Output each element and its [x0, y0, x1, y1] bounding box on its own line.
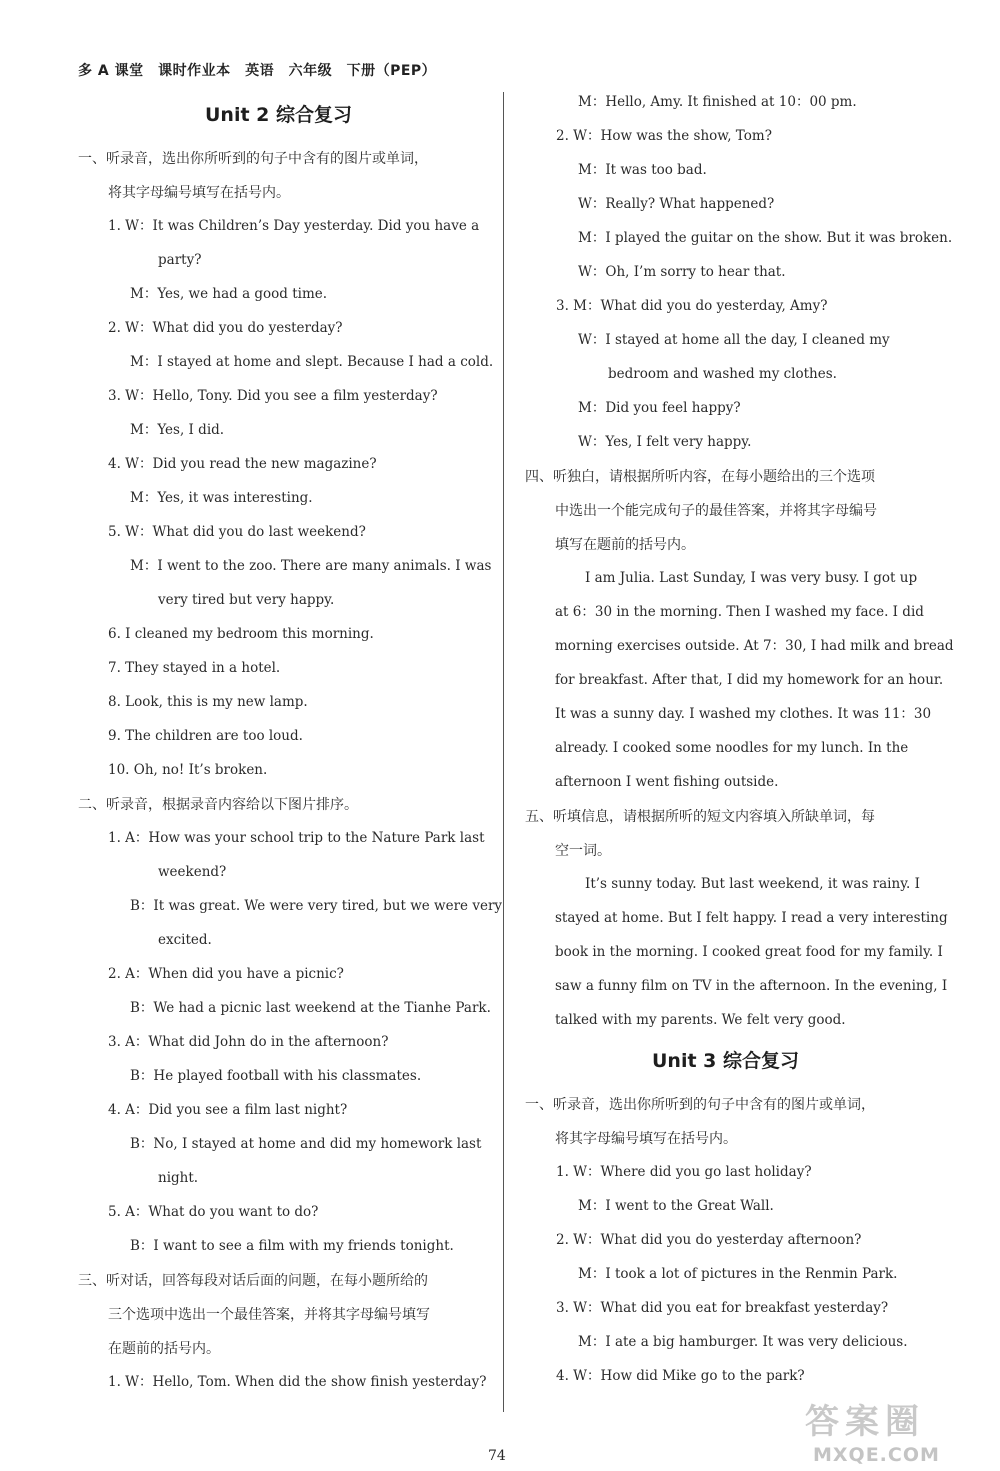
text-line: It was a sunny day. I washed my clothes. It was 11：30: [555, 706, 932, 722]
text-line: 7. They stayed in a hotel.: [108, 660, 281, 676]
text-line: M：Yes, I did.: [130, 422, 225, 438]
text-line: M：I played the guitar on the show. But it was broken.: [578, 230, 953, 246]
exercise-instruction: 五、听填信息，请根据所听的短文内容填入所缺单词，每: [525, 809, 875, 825]
page-number: 74: [488, 1448, 506, 1464]
text-line: It’s sunny today. But last weekend, it was rainy. I: [585, 876, 920, 892]
watermark-url: MXQE.COM: [813, 1444, 940, 1466]
text-line: 3. A：What did John do in the afternoon?: [108, 1034, 389, 1050]
watermark-top: 答案圈: [805, 1402, 925, 1442]
exercise-instruction: 将其字母编号填写在括号内。: [555, 1131, 737, 1147]
exercise-instruction: 三个选项中选出一个最佳答案，并将其字母编号填写: [108, 1307, 430, 1323]
text-line: B：I want to see a film with my friends tonight.: [130, 1238, 454, 1254]
exercise-instruction: 二、听录音，根据录音内容给以下图片排序。: [78, 797, 358, 813]
exercise-instruction: 三、听对话，回答每段对话后面的问题，在每小题所给的: [78, 1273, 428, 1289]
text-line: 4. W：How did Mike go to the park?: [556, 1368, 805, 1384]
text-line: 4. A：Did you see a film last night?: [108, 1102, 348, 1118]
text-line: 4. W：Did you read the new magazine?: [108, 456, 377, 472]
text-line: M：Yes, it was interesting.: [130, 490, 313, 506]
text-line: 2. W：What did you do yesterday?: [108, 320, 343, 336]
text-line: M：Yes, we had a good time.: [130, 286, 328, 302]
exercise-instruction: 中选出一个能完成句子的最佳答案，并将其字母编号: [555, 503, 877, 519]
text-line: afternoon I went fishing outside.: [555, 774, 779, 790]
text-line: 2. W：How was the show, Tom?: [556, 128, 772, 144]
text-line: 1. W：It was Children’s Day yesterday. Did you have a: [108, 218, 480, 234]
exercise-instruction: 四、听独白，请根据所听内容，在每小题给出的三个选项: [525, 469, 875, 485]
text-line: W：Really? What happened?: [578, 196, 775, 212]
text-line: stayed at home. But I felt happy. I read a very interesting: [555, 910, 948, 926]
exercise-instruction: 一、听录音，选出你所听到的句子中含有的图片或单词，: [525, 1097, 875, 1113]
text-line: talked with my parents. We felt very good.: [555, 1012, 846, 1028]
text-line: 8. Look, this is my new lamp.: [108, 694, 308, 710]
text-line: M：I stayed at home and slept. Because I had a cold.: [130, 354, 494, 370]
text-line: already. I cooked some noodles for my lunch. In the: [555, 740, 909, 756]
text-line: bedroom and washed my clothes.: [608, 366, 837, 382]
text-line: 1. W：Hello, Tom. When did the show finish yesterday?: [108, 1374, 487, 1390]
exercise-instruction: 空一词。: [555, 843, 611, 859]
text-line: very tired but very happy.: [158, 592, 335, 608]
text-line: for breakfast. After that, I did my homework for an hour.: [555, 672, 944, 688]
text-line: M：Hello, Amy. It finished at 10：00 pm.: [578, 94, 857, 110]
text-line: W：Oh, I’m sorry to hear that.: [578, 264, 786, 280]
text-line: 1. A：How was your school trip to the Nature Park last: [108, 830, 485, 846]
text-line: W：I stayed at home all the day, I cleaned my: [578, 332, 890, 348]
exercise-instruction: 将其字母编号填写在括号内。: [108, 185, 290, 201]
exercise-instruction: 在题前的括号内。: [108, 1341, 220, 1357]
text-line: M：I went to the zoo. There are many animals. I was: [130, 558, 492, 574]
text-line: B：It was great. We were very tired, but we were very: [130, 898, 503, 914]
text-line: 2. W：What did you do yesterday afternoon?: [556, 1232, 862, 1248]
column-divider: [503, 92, 504, 1412]
watermark-logo: [805, 1402, 995, 1468]
text-line: night.: [158, 1170, 199, 1186]
text-line: B：No, I stayed at home and did my homework last: [130, 1136, 482, 1152]
text-line: B：He played football with his classmates.: [130, 1068, 422, 1084]
text-line: 6. I cleaned my bedroom this morning.: [108, 626, 374, 642]
section-title: Unit 2 综合复习: [205, 104, 352, 126]
text-line: M：Did you feel happy?: [578, 400, 741, 416]
text-line: excited.: [158, 932, 212, 948]
text-line: M：I went to the Great Wall.: [578, 1198, 774, 1214]
text-line: B：We had a picnic last weekend at the Tianhe Park.: [130, 1000, 491, 1016]
exercise-instruction: 填写在题前的括号内。: [555, 537, 695, 553]
text-line: I am Julia. Last Sunday, I was very busy. I got up: [585, 570, 918, 586]
text-line: 3. M：What did you do yesterday, Amy?: [556, 298, 828, 314]
text-line: 1. W：Where did you go last holiday?: [556, 1164, 812, 1180]
text-line: M：I took a lot of pictures in the Renmin Park.: [578, 1266, 898, 1282]
text-line: 3. W：What did you eat for breakfast yesterday?: [556, 1300, 889, 1316]
text-line: at 6：30 in the morning. Then I washed my face. I did: [555, 604, 924, 620]
exercise-instruction: 一、听录音，选出你所听到的句子中含有的图片或单词，: [78, 151, 428, 167]
text-line: W：Yes, I felt very happy.: [578, 434, 752, 450]
text-line: M：I ate a big hamburger. It was very delicious.: [578, 1334, 908, 1350]
text-line: 2. A：When did you have a picnic?: [108, 966, 344, 982]
text-line: 3. W：Hello, Tony. Did you see a film yesterday?: [108, 388, 438, 404]
section-title: Unit 3 综合复习: [652, 1050, 799, 1072]
text-line: M：It was too bad.: [578, 162, 707, 178]
text-line: weekend?: [158, 864, 227, 880]
text-line: book in the morning. I cooked great food for my family. I: [555, 944, 943, 960]
text-line: 5. A：What do you want to do?: [108, 1204, 319, 1220]
text-line: 10. Oh, no! It’s broken.: [108, 762, 268, 778]
text-line: morning exercises outside. At 7：30, I had milk and bread: [555, 638, 954, 654]
text-line: 5. W：What did you do last weekend?: [108, 524, 366, 540]
text-line: saw a funny film on TV in the afternoon. In the evening, I: [555, 978, 948, 994]
text-line: 9. The children are too loud.: [108, 728, 303, 744]
running-header: 多 A 课堂 课时作业本 英语 六年级 下册（PEP）: [78, 63, 437, 79]
text-line: party?: [158, 252, 202, 268]
